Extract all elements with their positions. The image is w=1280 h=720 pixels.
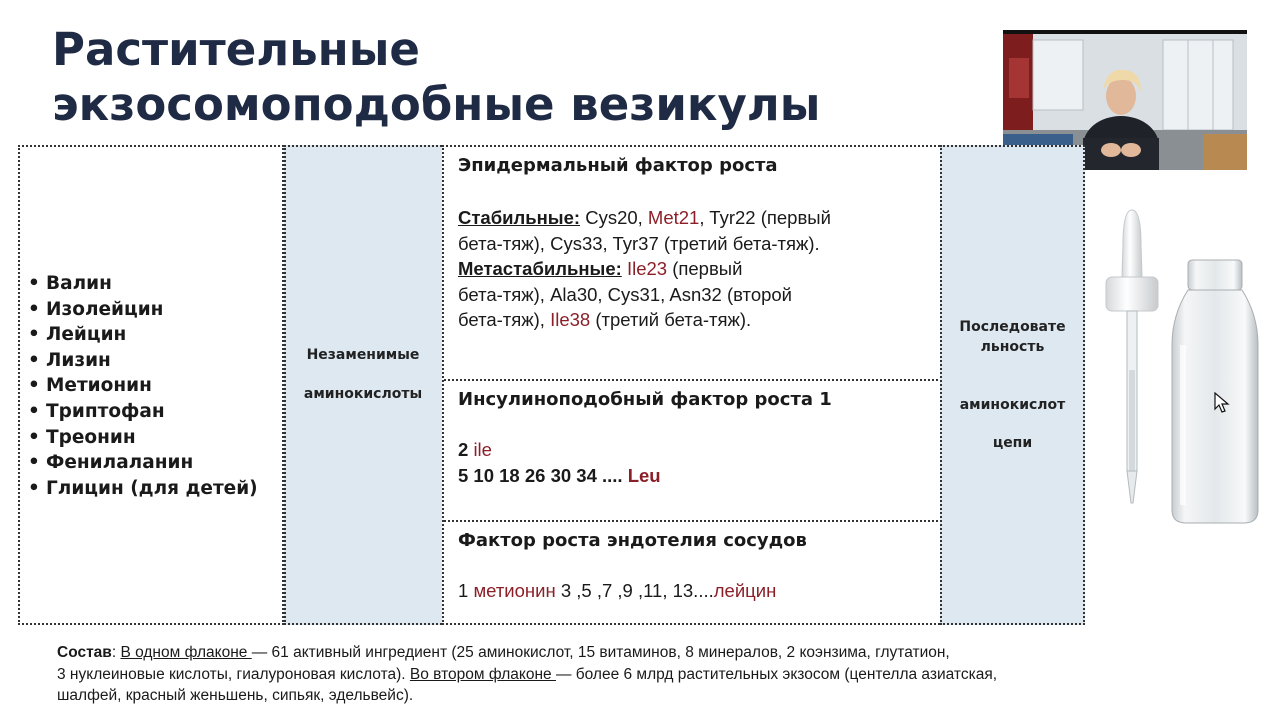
list-item: • Метионин: [28, 373, 258, 399]
list-item: • Изолейцин: [28, 297, 258, 323]
igf1-positions: 5 10 18 26 30 34 ....: [458, 464, 623, 486]
egf-details: [458, 205, 831, 333]
sequence-label-column: [940, 145, 1085, 625]
igf1-cell: [444, 381, 938, 522]
igf1-leu: Leu: [627, 464, 661, 486]
vegf-text-2: 3 ,5 ,7 ,9 ,11, 13....: [555, 580, 714, 601]
list-item: • Фенилаланин: [28, 450, 258, 476]
list-item: • Треонин: [28, 425, 258, 451]
meta-red-residue: Ile23: [626, 258, 668, 280]
igf1-position-2: 2: [458, 439, 469, 460]
egf-heading: Эпидермальный фактор роста: [458, 155, 778, 176]
footer-line1: [57, 642, 1267, 664]
egf-stable-line2: бета-тяж), Cys33, Tyr37 (третий бета-тяж).: [458, 232, 820, 254]
growth-factor-column: [442, 145, 940, 625]
essential-label-column: [284, 145, 442, 625]
footer-text-1: — 61 активный ингредиент (25 аминокислот, 15 витаминов, 8 минералов, 2 коэнзима, глутатион,: [251, 644, 950, 661]
sequence-label-line2: льность: [980, 339, 1045, 355]
footer-line3: шалфей, красный женьшень, сипьяк, эдельвейс).: [57, 687, 414, 704]
egf-meta-line3: [458, 307, 831, 333]
egf-meta-line1: [458, 256, 831, 282]
mouse-pointer-icon: [1214, 392, 1230, 414]
stable-text-2: , Tyr22 (первый: [699, 207, 831, 228]
slide-title-line1: Растительные: [52, 23, 420, 76]
meta-text-4: (третий бета-тяж).: [590, 309, 752, 331]
meta-text-1: (первый: [667, 258, 743, 280]
slide-title-line2: экзосомоподобные везикулы: [52, 78, 821, 131]
meta-red-residue-2: Ile38: [550, 309, 591, 331]
first-vial-label: В одном флаконе: [120, 644, 252, 661]
amino-acid-column: [18, 145, 284, 625]
composition-label: Состав: [57, 644, 112, 661]
footer-line2: [57, 664, 1267, 686]
vegf-line: [458, 578, 776, 604]
list-item: • Триптофан: [28, 399, 258, 425]
list-item: • Валин: [28, 271, 258, 297]
sequence-label-line3: аминокислот: [959, 397, 1066, 413]
egf-cell: [444, 147, 938, 381]
essential-label-line2: аминокислоты: [303, 386, 423, 402]
sequence-label-line1: Последовате: [959, 319, 1066, 335]
metastable-label: Метастабильные:: [458, 258, 622, 280]
essential-amino-acid-list: [28, 271, 258, 501]
egf-meta-line2: бета-тяж), Ala30, Cys31, Asn32 (второй: [458, 283, 793, 305]
footer-text-3: — более 6 млрд растительных экзосом (центелла азиатская,: [555, 665, 998, 683]
composition-footer: [57, 642, 1267, 707]
essential-label-line1: Незаменимые: [306, 347, 420, 363]
second-vial-label: Во втором флаконе: [409, 665, 556, 683]
vegf-cell: [444, 522, 938, 623]
stable-label: Стабильные:: [458, 207, 581, 228]
vegf-heading: Фактор роста эндотелия сосудов: [458, 530, 807, 551]
igf1-heading: Инсулиноподобный фактор роста 1: [458, 389, 832, 410]
igf1-line1: [458, 437, 661, 463]
vegf-methionine: метионин: [473, 580, 556, 601]
igf1-ile: ile: [473, 439, 492, 460]
list-item: • Глицин (для детей): [28, 476, 258, 502]
list-item: • Лизин: [28, 348, 258, 374]
content-table: [18, 145, 1085, 625]
composition-sep: :: [111, 644, 121, 661]
egf-stable-line1: [458, 205, 831, 231]
stable-text-1: Cys20,: [580, 207, 648, 228]
list-item: • Лейцин: [28, 322, 258, 348]
stable-red-residue: Met21: [647, 207, 700, 228]
igf1-line2: [458, 463, 661, 489]
sequence-label-line4: цепи: [992, 435, 1033, 451]
slide-title: [52, 22, 820, 132]
vegf-text-1: 1: [458, 580, 474, 601]
vegf-leucine: лейцин: [713, 580, 777, 601]
dropper-bottle-image: [1098, 205, 1263, 530]
igf1-details: [458, 437, 661, 488]
footer-text-2: 3 нуклеиновые кислоты, гиалуроновая кислота).: [57, 665, 410, 683]
meta-text-3: бета-тяж),: [458, 309, 551, 331]
